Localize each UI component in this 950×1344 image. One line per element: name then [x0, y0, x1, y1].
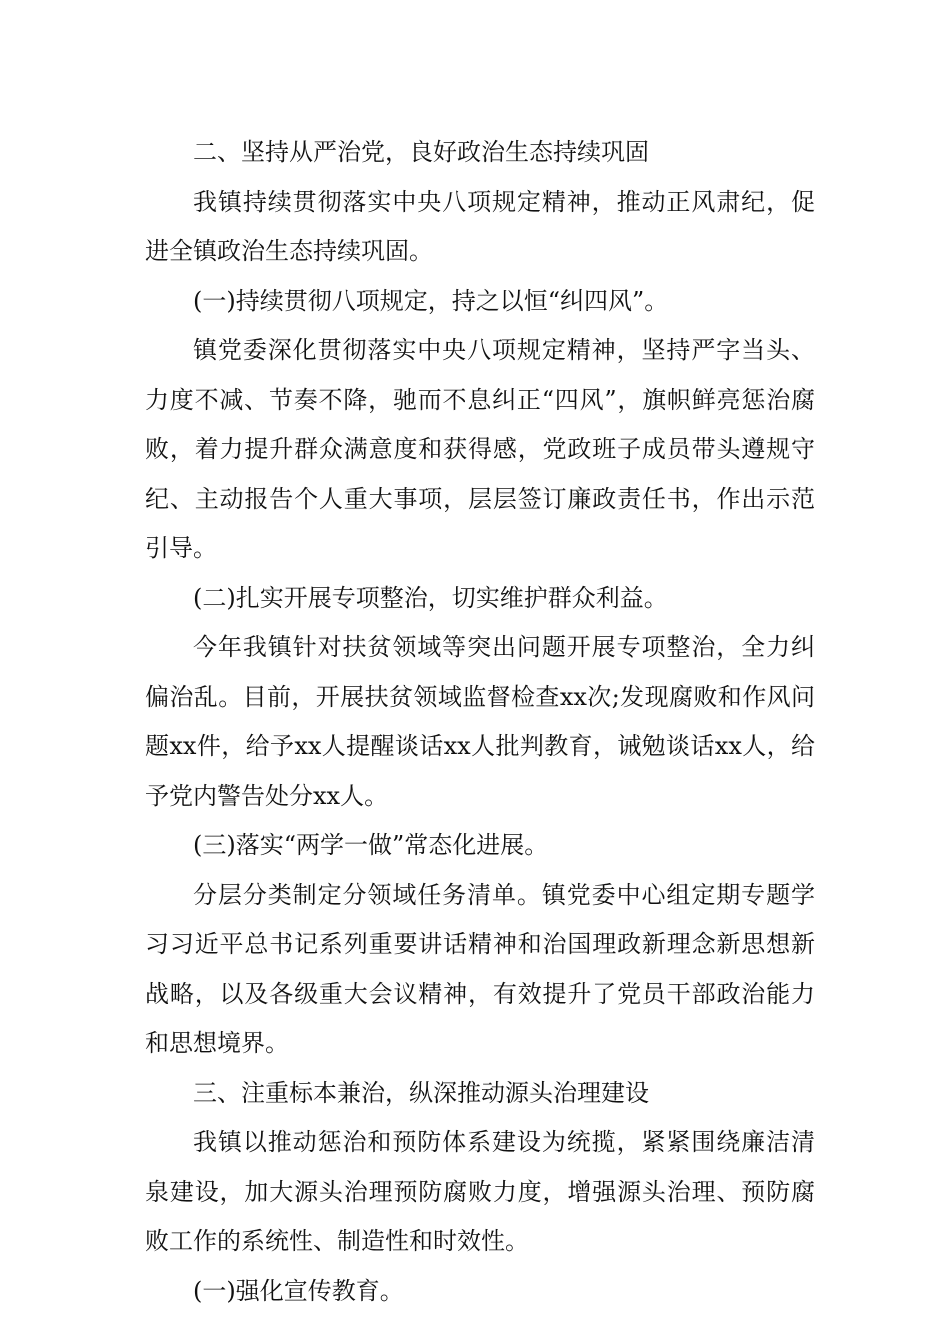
paragraph-3-intro: 我镇以推动惩治和预防体系建设为统揽，紧紧围绕廉洁清泉建设，加大源头治理预防腐败力度，增强源头治理、预防腐败工作的系统性、制造性和时效性。: [145, 1128, 815, 1255]
section-heading-3: 三、注重标本兼治，纵深推动源头治理建设: [193, 1078, 649, 1107]
paragraph-2-1: 镇党委深化贯彻落实中央八项规定精神，坚持严字当头、力度不减、节奏不降，驰而不息纠正“四风”，旗帜鲜亮惩治腐败，着力提升群众满意度和获得感，党政班子成员带头遵规守纪、主动报告个人重大事项，层层签订廉政责任书，作出示范引导。: [145, 336, 815, 562]
subheading-3-1: (一)强化宣传教育。: [193, 1276, 404, 1305]
subheading-2-3: (三)落实“两学一做”常态化进展。: [193, 831, 549, 859]
subheading-2-1: (一)持续贯彻八项规定，持之以恒“纠四风”。: [193, 286, 669, 315]
document-body: [145, 128, 815, 1316]
section-heading-2: 二、坚持从严治党，良好政治生态持续巩固: [193, 138, 649, 166]
subheading-2-2: (二)扎实开展专项整治，切实维护群众利益。: [193, 583, 668, 612]
paragraph-2-3: 分层分类制定分领域任务清单。镇党委中心组定期专题学习习近平总书记系列重要讲话精神和治国理政新理念新思想新战略，以及各级重大会议精神，有效提升了党员干部政治能力和思想境界。: [145, 880, 815, 1057]
paragraph-intro: 我镇持续贯彻落实中央八项规定精神，推动正风肃纪，促进全镇政治生态持续巩固。: [145, 187, 815, 265]
paragraph-2-2: 今年我镇针对扶贫领域等突出问题开展专项整治，全力纠偏治乱。目前，开展扶贫领域监督检查xx次;发现腐败和作风问题xx件，给予xx人提醒谈话xx人批判教育，诫勉谈话xx人，给予党内警告处分xx人。: [145, 633, 815, 810]
